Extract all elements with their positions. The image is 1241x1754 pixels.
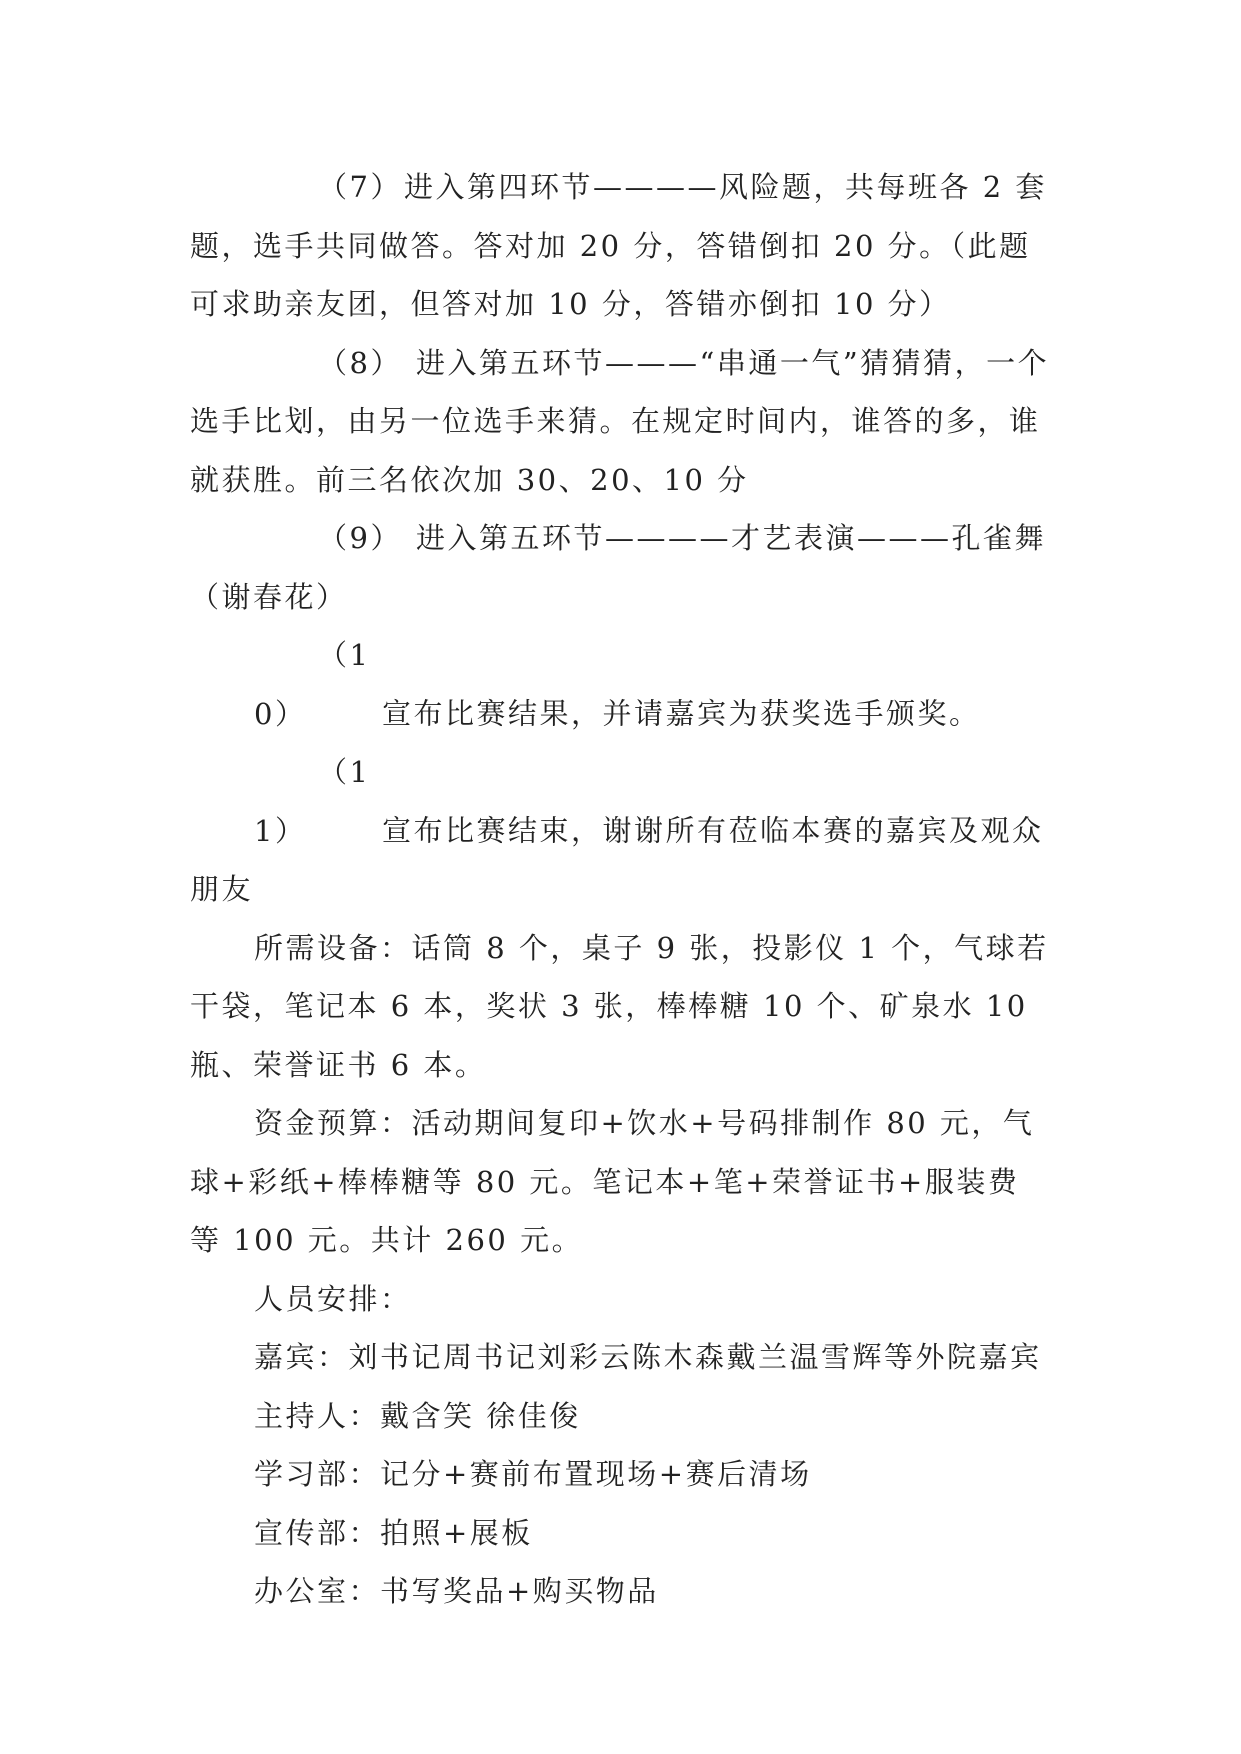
publicity-dept-paragraph: 宣传部：拍照+展板	[254, 1515, 533, 1550]
agenda-item-10	[190, 626, 1050, 743]
agenda-item-11	[190, 743, 1050, 919]
study-dept-paragraph: 学习部：记分+赛前布置现场+赛后清场	[254, 1457, 812, 1491]
office-paragraph: 办公室：书写奖品+购买物品	[254, 1574, 659, 1608]
agenda-item-text: 进入第四环节————风险题，共每班各 2 套题，选手共同做答。答对加 20 分，答错倒扣 20 分。（此题可求助亲友团，但答对加 10 分，答错亦倒扣 10 分）	[190, 170, 1047, 321]
agenda-item-8	[190, 334, 1050, 510]
agenda-item-number: （10）	[254, 638, 371, 731]
agenda-item-9	[190, 509, 1050, 626]
agenda-item-number: （7）	[318, 170, 402, 204]
document-body	[190, 158, 1050, 1621]
hosts-paragraph: 主持人：戴含笑 徐佳俊	[254, 1398, 581, 1433]
agenda-item-text: 进入第五环节———“串通一气”猜猜猜，一个选手比划，由另一位选手来猜。在规定时间内，谁答的多，谁就获胜。前三名依次加 30、20、10 分	[190, 345, 1050, 497]
agenda-item-number: （9）	[318, 521, 402, 555]
agenda-item-number: （8）	[318, 345, 402, 380]
equipment-paragraph: 所需设备：话筒 8 个，桌子 9 张，投影仪 1 个，气球若干袋，笔记本 6 本，奖状 3 张，棒棒糖 10 个、矿泉水 10 瓶、荣誉证书 6 本。	[190, 930, 1049, 1082]
staff-heading: 人员安排：	[254, 1281, 412, 1316]
agenda-item-number: （11）	[254, 755, 371, 848]
agenda-item-text: 进入第五环节————才艺表演———孔雀舞（谢春花）	[190, 521, 1047, 614]
budget-paragraph: 资金预算：活动期间复印+饮水+号码排制作 80 元，气球+彩纸+棒棒糖等 80 元。笔记本+笔+荣誉证书+服装费等 100 元。共计 260 元。	[190, 1106, 1035, 1257]
agenda-item-text: 宣布比赛结束，谢谢所有莅临本赛的嘉宾及观众朋友	[190, 813, 1044, 906]
agenda-item-text: 宣布比赛结果，并请嘉宾为获奖选手颁奖。	[382, 696, 981, 731]
agenda-item-7	[190, 158, 1050, 334]
guests-paragraph: 嘉宾：刘书记周书记刘彩云陈木森戴兰温雪辉等外院嘉宾	[254, 1340, 1042, 1374]
